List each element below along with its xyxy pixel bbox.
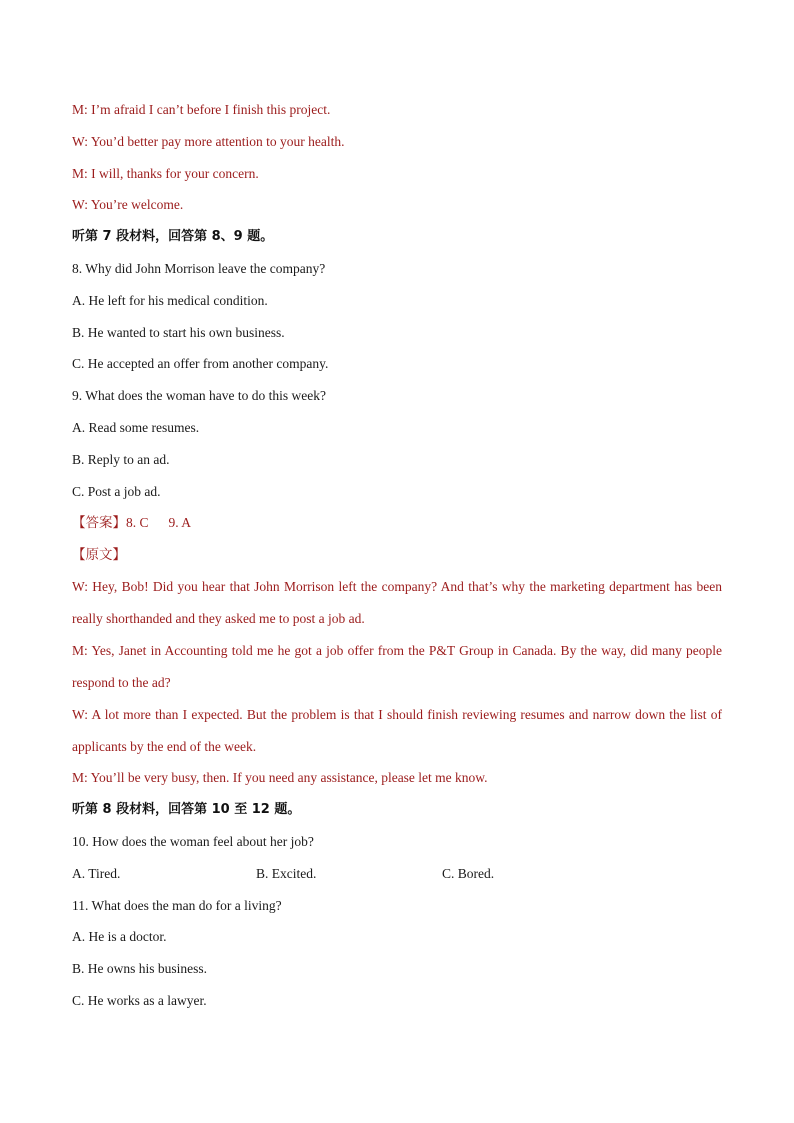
question-9-option-c: C. Post a job ad. [72,483,161,499]
answer-label: 【答案】 [72,515,126,532]
transcript-label: 【原文】 [72,547,126,564]
answer-line [72,513,722,533]
question-9-option-a: A. Read some resumes. [72,419,200,435]
section-8-heading: 听第 8 段材料，回答第 10 至 12 题。 [72,802,301,818]
question-10-option-a: A. Tired. [72,865,121,881]
question-8-option-c: C. He accepted an offer from another company. [72,356,329,372]
question-8-option-b: B. He wanted to start his own business. [72,324,285,340]
transcript-paragraph: M: Yes, Janet in Accounting told me he got a job offer from the P&T Group in Canada. By the way, did many people respond to the ad? [72,642,722,690]
dialogue-line: M: I will, thanks for your concern. [72,165,259,181]
transcript-paragraph: M: You’ll be very busy, then. If you need any assistance, please let me know. [72,770,488,786]
transcript-paragraph: W: Hey, Bob! Did you hear that John Morrison left the company? And that’s why the marketing department has been really shorthanded and they asked me to post a job ad. [72,578,722,626]
answer-8: 8. C [126,515,149,531]
question-10-option-c: C. Bored. [442,865,495,881]
question-11-option-a: A. He is a doctor. [72,929,167,945]
dialogue-line: M: I’m afraid I can’t before I finish this project. [72,102,331,117]
question-10-options [72,864,722,884]
question-8: 8. Why did John Morrison leave the company? [72,260,326,276]
dialogue-line: W: You’d better pay more attention to your health. [72,133,345,149]
question-8-option-a: A. He left for his medical condition. [72,292,268,308]
question-11-option-c: C. He works as a lawyer. [72,992,207,1008]
question-9-option-b: B. Reply to an ad. [72,451,170,467]
question-11-option-b: B. He owns his business. [72,961,208,977]
section-7-heading: 听第 7 段材料，回答第 8、9 题。 [72,229,274,245]
transcript-paragraph: W: A lot more than I expected. But the problem is that I should finish reviewing resumes and narrow down the list of applicants by the end of the week. [72,706,722,754]
question-10-option-b: B. Excited. [256,865,317,881]
answer-9: 9. A [168,515,192,531]
document-page [72,100,722,1023]
question-9: 9. What does the woman have to do this week? [72,388,326,404]
question-10: 10. How does the woman feel about her job? [72,833,314,849]
dialogue-line: W: You’re welcome. [72,197,184,213]
question-11: 11. What does the man do for a living? [72,897,282,913]
